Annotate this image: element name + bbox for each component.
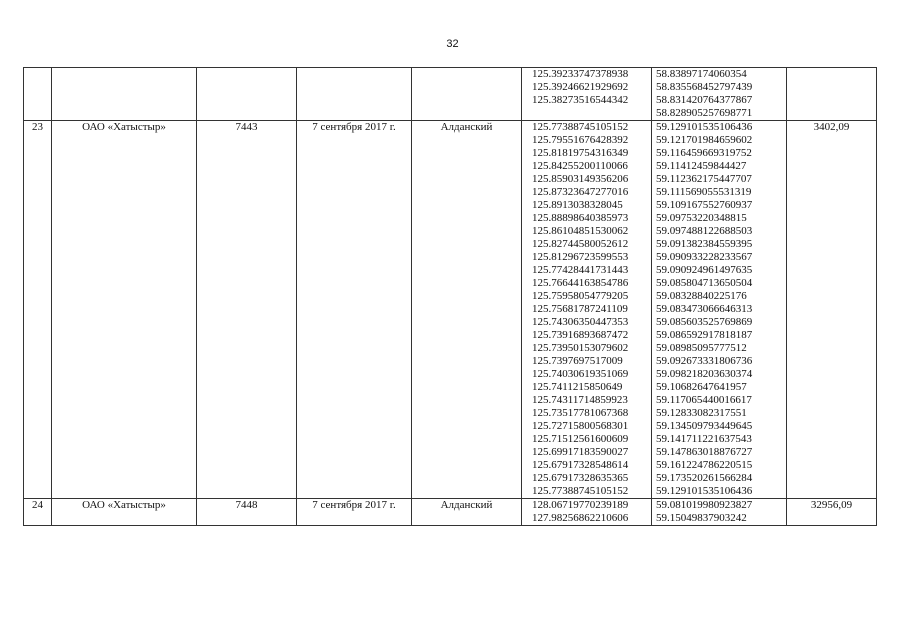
longitude-value: 125.84255200110066 [532, 160, 628, 172]
date-cell [297, 68, 412, 121]
latitude-value: 59.090924961497635 [656, 264, 753, 276]
latitude-value: 59.098218203630374 [656, 368, 753, 380]
latitude-value: 58.828905257698771 [656, 107, 753, 119]
latitude-value: 59.09753220348815 [656, 212, 747, 224]
latitude-value: 59.10682647641957 [656, 381, 747, 393]
longitude-value: 125.8913038328045 [532, 199, 623, 211]
longitude-value: 125.75958054779205 [532, 290, 629, 302]
date-cell: 7 сентября 2017 г. [297, 121, 412, 499]
longitude-value [522, 107, 651, 120]
latitude-cell [652, 499, 787, 526]
latitude-value: 59.161224786220515 [656, 459, 753, 471]
latitude-value: 59.109167552760937 [656, 199, 753, 211]
longitude-value: 125.73517781067368 [532, 407, 629, 419]
page-number: 32 [446, 38, 459, 50]
longitude-value: 125.81819754316349 [532, 147, 629, 159]
latitude-value: 59.117065440016617 [656, 394, 752, 406]
license-id-cell [197, 68, 297, 121]
area-cell: 3402,09 [787, 121, 877, 499]
longitude-value: 125.74311714859923 [532, 394, 628, 406]
latitude-value: 59.116459669319752 [656, 147, 752, 159]
latitude-cell [652, 121, 787, 499]
table-row [24, 68, 877, 121]
longitude-value: 125.79551676428392 [532, 134, 629, 146]
longitude-value: 125.76644163854786 [532, 277, 629, 289]
latitude-value: 59.08328840225176 [656, 290, 747, 302]
longitude-value: 125.39246621929692 [532, 81, 629, 93]
longitude-value: 125.71512561600609 [532, 433, 629, 445]
table-row [24, 499, 877, 526]
latitude-value: 59.081019980923827 [656, 499, 753, 511]
latitude-value: 59.092673331806736 [656, 355, 753, 367]
longitude-value: 125.74030619351069 [532, 368, 629, 380]
latitude-value: 59.111569055531319 [656, 186, 752, 198]
latitude-value: 59.141711221637543 [656, 433, 752, 445]
latitude-value: 59.147863018876727 [656, 446, 753, 458]
table-row [24, 121, 877, 499]
longitude-value: 125.7397697517009 [532, 355, 623, 367]
area-cell: 32956,09 [787, 499, 877, 526]
area-cell [787, 68, 877, 121]
latitude-value: 59.085603525769869 [656, 316, 753, 328]
latitude-value: 59.121701984659602 [656, 134, 753, 146]
latitude-value: 59.12833082317551 [656, 407, 747, 419]
latitude-value: 59.097488122688503 [656, 225, 753, 237]
longitude-cell [522, 499, 652, 526]
district-cell: Алданский [412, 499, 522, 526]
row-number-cell: 24 [24, 499, 52, 526]
latitude-value: 59.08985095777512 [656, 342, 747, 354]
organization-cell: ОАО «Хатыстыр» [52, 121, 197, 499]
latitude-cell [652, 68, 787, 121]
latitude-value: 59.11412459844427 [656, 160, 747, 172]
longitude-value: 125.7411215850649 [532, 381, 623, 393]
latitude-value: 59.129101535106436 [656, 485, 753, 497]
latitude-value: 59.173520261566284 [656, 472, 753, 484]
longitude-value: 125.86104851530062 [532, 225, 629, 237]
latitude-value: 59.134509793449645 [656, 420, 753, 432]
latitude-value: 59.090933228233567 [656, 251, 753, 263]
longitude-value: 125.73916893687472 [532, 329, 629, 341]
latitude-value: 59.129101535106436 [656, 121, 753, 133]
longitude-value: 125.77428441731443 [532, 264, 629, 276]
longitude-value: 125.72715800568301 [532, 420, 629, 432]
latitude-value: 59.091382384559395 [656, 238, 753, 250]
longitude-value: 125.67917328635365 [532, 472, 629, 484]
longitude-value: 125.69917183590027 [532, 446, 629, 458]
license-table [23, 67, 877, 526]
organization-cell [52, 68, 197, 121]
latitude-value: 59.086592917818187 [656, 329, 753, 341]
longitude-cell [522, 121, 652, 499]
latitude-value: 58.835568452797439 [656, 81, 753, 93]
license-id-cell: 7443 [197, 121, 297, 499]
organization-cell: ОАО «Хатыстыр» [52, 499, 197, 526]
date-cell: 7 сентября 2017 г. [297, 499, 412, 526]
latitude-value: 59.085804713650504 [656, 277, 753, 289]
row-number-cell: 23 [24, 121, 52, 499]
longitude-value: 125.74306350447353 [532, 316, 629, 328]
longitude-value: 125.88898640385973 [532, 212, 629, 224]
latitude-value: 58.83897174060354 [656, 68, 747, 80]
longitude-value: 125.87323647277016 [532, 186, 629, 198]
longitude-value: 125.85903149356206 [532, 173, 629, 185]
longitude-value: 125.73950153079602 [532, 342, 629, 354]
longitude-value: 125.81296723599553 [532, 251, 629, 263]
longitude-value: 125.39233747378938 [532, 68, 629, 80]
license-id-cell: 7448 [197, 499, 297, 526]
longitude-value: 125.82744580052612 [532, 238, 629, 250]
latitude-value: 58.831420764377867 [656, 94, 753, 106]
district-cell [412, 68, 522, 121]
district-cell: Алданский [412, 121, 522, 499]
longitude-value: 128.06719770239189 [532, 499, 629, 511]
longitude-value: 127.98256862210606 [532, 512, 629, 524]
longitude-value: 125.67917328548614 [532, 459, 629, 471]
longitude-value: 125.77388745105152 [532, 485, 629, 497]
longitude-value: 125.38273516544342 [532, 94, 629, 106]
longitude-cell [522, 68, 652, 121]
latitude-value: 59.15049837903242 [656, 512, 747, 524]
row-number-cell [24, 68, 52, 121]
longitude-value: 125.75681787241109 [532, 303, 628, 315]
latitude-value: 59.083473066646313 [656, 303, 753, 315]
longitude-value: 125.77388745105152 [532, 121, 629, 133]
latitude-value: 59.112362175447707 [656, 173, 752, 185]
